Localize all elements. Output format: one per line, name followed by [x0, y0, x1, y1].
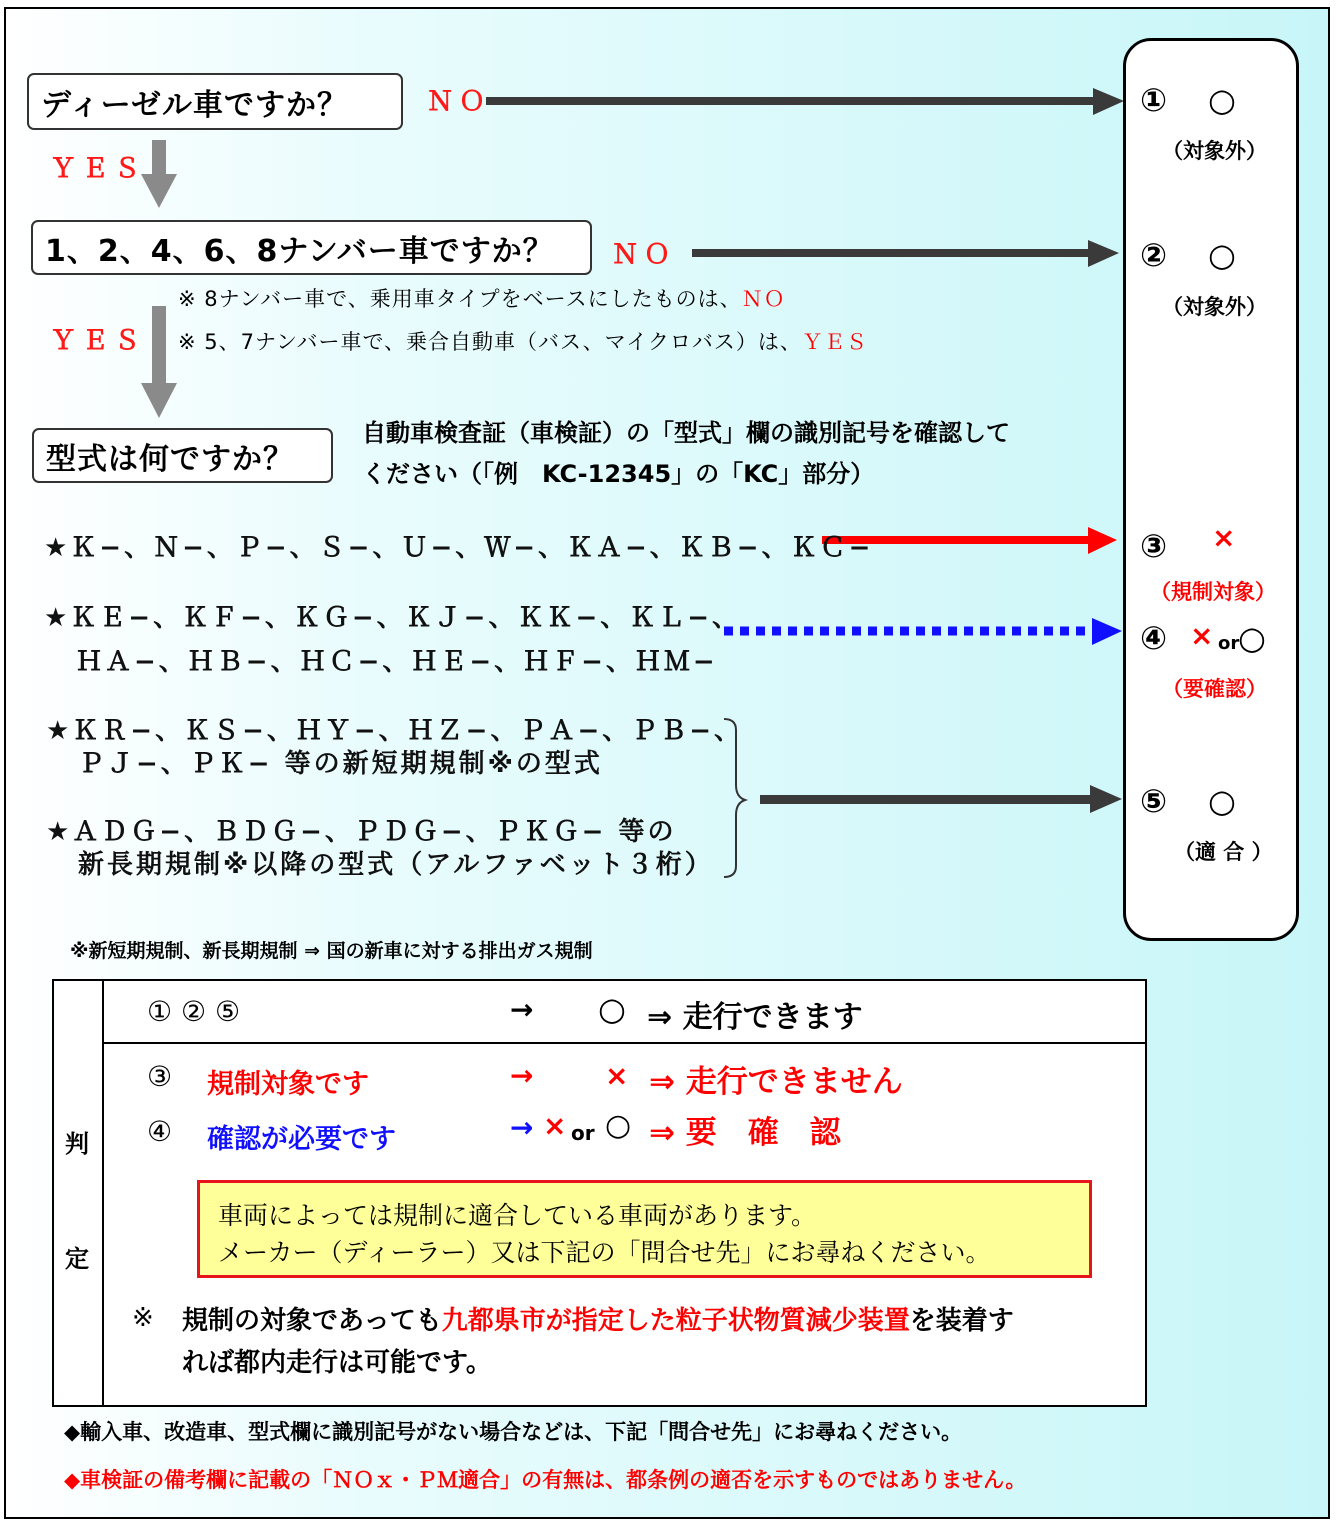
question-model-type-text: 型式は何ですか？: [46, 441, 294, 477]
yes-arrow-1: [141, 140, 177, 208]
code-group-3: ★Ｋ−、Ｎ−、Ｐ−、Ｓ−、Ｕ−、Ｗ−、ＫＡ−、ＫＢ−、ＫＣ−: [44, 533, 874, 563]
judgment-side-label-1: 判: [65, 1130, 89, 1158]
inspection-instruction-line2: ください（「例 KC-12345」の「KC」部分）: [362, 460, 875, 488]
judgment-side-label-2: 定: [65, 1245, 89, 1273]
question-model-type: [32, 428, 333, 483]
judgment-row2-arrow: →: [510, 1059, 534, 1092]
judgment-row1-result: ⇒ 走行できます: [647, 1000, 863, 1035]
footer-line-2: ◆車検証の備考欄に記載の「ＮＯｘ・ＰＭ適合」の有無は、都条例の適否を示すものではありません。: [64, 1468, 1027, 1492]
judgment-row2-label: 規制対象です: [207, 1069, 369, 1100]
judgment-row1-numbers: ① ② ⑤: [147, 995, 241, 1028]
remark-part-1: 規制の対象であっても: [182, 1306, 442, 1336]
notice-line-2: メーカー（ディーラー）又は下記の「問合せ先」にお尋ねください。: [218, 1238, 991, 1267]
judgment-side-column: [54, 981, 104, 1405]
result-2-caption: （対象外）: [1162, 295, 1267, 319]
result-1-number: ①: [1140, 81, 1168, 119]
judgment-row3-result: ⇒ 要 確 認: [649, 1115, 841, 1151]
question-diesel: [27, 73, 403, 130]
code-group-5b-line1: ★ＡＤＧ−、ＢＤＧ−、ＰＤＧ−、ＰＫＧ− 等の: [46, 817, 677, 847]
judgment-row1-arrow: →: [510, 993, 534, 1026]
result-3-caption: （規制対象）: [1150, 580, 1276, 604]
code-group-5b-line2: 新長期規制※以降の型式（アルファベット３桁）: [78, 850, 714, 880]
yes-arrow-2: [141, 306, 177, 418]
code-group-5a-line2: ＰＪ−、ＰＫ− 等の新短期規制※の型式: [78, 749, 603, 779]
footer-line-1: ◆輸入車、改造車、型式欄に識別記号がない場合などは、下記「問合せ先」にお尋ねください。: [64, 1420, 963, 1444]
result-3-number: ③: [1140, 527, 1168, 565]
question-plate-number-text: 1、2、4、6、8ナンバー車ですか？: [45, 233, 554, 269]
result-1-mark: ○: [1208, 81, 1236, 119]
no-arrow-1: [486, 88, 1124, 115]
judgment-row3-x: ×: [543, 1109, 567, 1142]
result-5-caption: （適 合 ）: [1174, 840, 1273, 864]
question-diesel-text: ディーゼル車ですか？: [41, 87, 348, 123]
no-arrow-2: [692, 240, 1119, 267]
note-8-number: [178, 283, 786, 313]
result-4-caption: （要確認）: [1162, 677, 1267, 701]
arrow-to-5: [760, 785, 1122, 813]
result-4-mark-o: ○: [1238, 619, 1266, 657]
judgment-row1-mark: ○: [598, 990, 626, 1028]
code-group-5a-line1: ★ＫＲ−、ＫＳ−、ＨＹ−、ＨＺ−、ＰＡ−、ＰＢ−、: [46, 716, 744, 746]
result-4-mark-x: ×: [1190, 619, 1214, 652]
code-group-4-line2: ＨＡ−、ＨＢ−、ＨＣ−、ＨＥ−、ＨＦ−、ＨＭ−: [76, 647, 718, 677]
regulation-footnote: ※新短期規制、新長期規制 ⇒ 国の新車に対する排出ガス規制: [70, 940, 593, 962]
remark-part-2: を装着す: [909, 1306, 1014, 1336]
remark-line-1: [182, 1300, 1014, 1337]
note-57-number-answer: ＹＥＳ: [801, 330, 868, 354]
note-57-number-text: ※ 5、7ナンバー車で、乗合自動車（バス、マイクロバス）は、: [178, 330, 802, 354]
inspection-instruction-line1: 自動車検査証（車検証）の「型式」欄の識別記号を確認して: [362, 419, 1010, 447]
remark-highlight: 九都県市が指定した粒子状物質減少装置: [441, 1306, 910, 1336]
judgment-row2-number: ③: [147, 1060, 173, 1093]
note-8-number-text: ※ 8ナンバー車で、乗用車タイプをベースにしたものは、: [178, 287, 742, 311]
judgment-row3-arrow: →: [510, 1111, 534, 1144]
inspection-instruction: [362, 413, 1010, 495]
yes-label-2: ＹＥＳ: [50, 326, 147, 356]
result-2-mark: ○: [1208, 236, 1236, 274]
result-box: [1123, 38, 1299, 941]
remark-line-2: れば都内走行は可能です。: [182, 1348, 492, 1378]
no-label-2: ＮＯ: [612, 240, 677, 270]
notice-box: [197, 1180, 1092, 1278]
result-2-number: ②: [1140, 236, 1168, 274]
judgment-row3-or: or: [571, 1121, 595, 1145]
result-4-number: ④: [1140, 619, 1168, 657]
note-8-number-answer: ＮＯ: [741, 287, 786, 311]
judgment-row2-mark: ×: [605, 1059, 629, 1092]
judgment-row3-number: ④: [147, 1115, 173, 1148]
remark-prefix: ※: [132, 1303, 154, 1333]
judgment-row-divider: [104, 1042, 1145, 1044]
result-1-caption: （対象外）: [1162, 139, 1267, 163]
note-57-number: [178, 326, 868, 356]
judgment-row3-o: ○: [605, 1108, 632, 1143]
notice-line-1: 車両によっては規制に適合している車両があります。: [218, 1201, 817, 1230]
no-label-1: ＮＯ: [427, 87, 492, 117]
judgment-table: [52, 979, 1147, 1407]
result-3-mark: ×: [1212, 521, 1236, 554]
judgment-row2-result: ⇒ 走行できません: [649, 1064, 903, 1100]
code-group-4-line1: ★ＫＥ−、ＫＦ−、ＫＧ−、ＫＪ−、ＫＫ−、ＫＬ−、: [44, 603, 742, 633]
question-plate-number: [31, 220, 592, 275]
yes-label-1: ＹＥＳ: [50, 154, 147, 184]
judgment-row3-label: 確認が必要です: [207, 1124, 396, 1155]
result-4-mark-or: or: [1218, 633, 1240, 654]
result-5-mark: ○: [1208, 782, 1236, 820]
blue-dotted-arrow-to-4: [724, 618, 1122, 645]
result-5-number: ⑤: [1140, 782, 1168, 820]
